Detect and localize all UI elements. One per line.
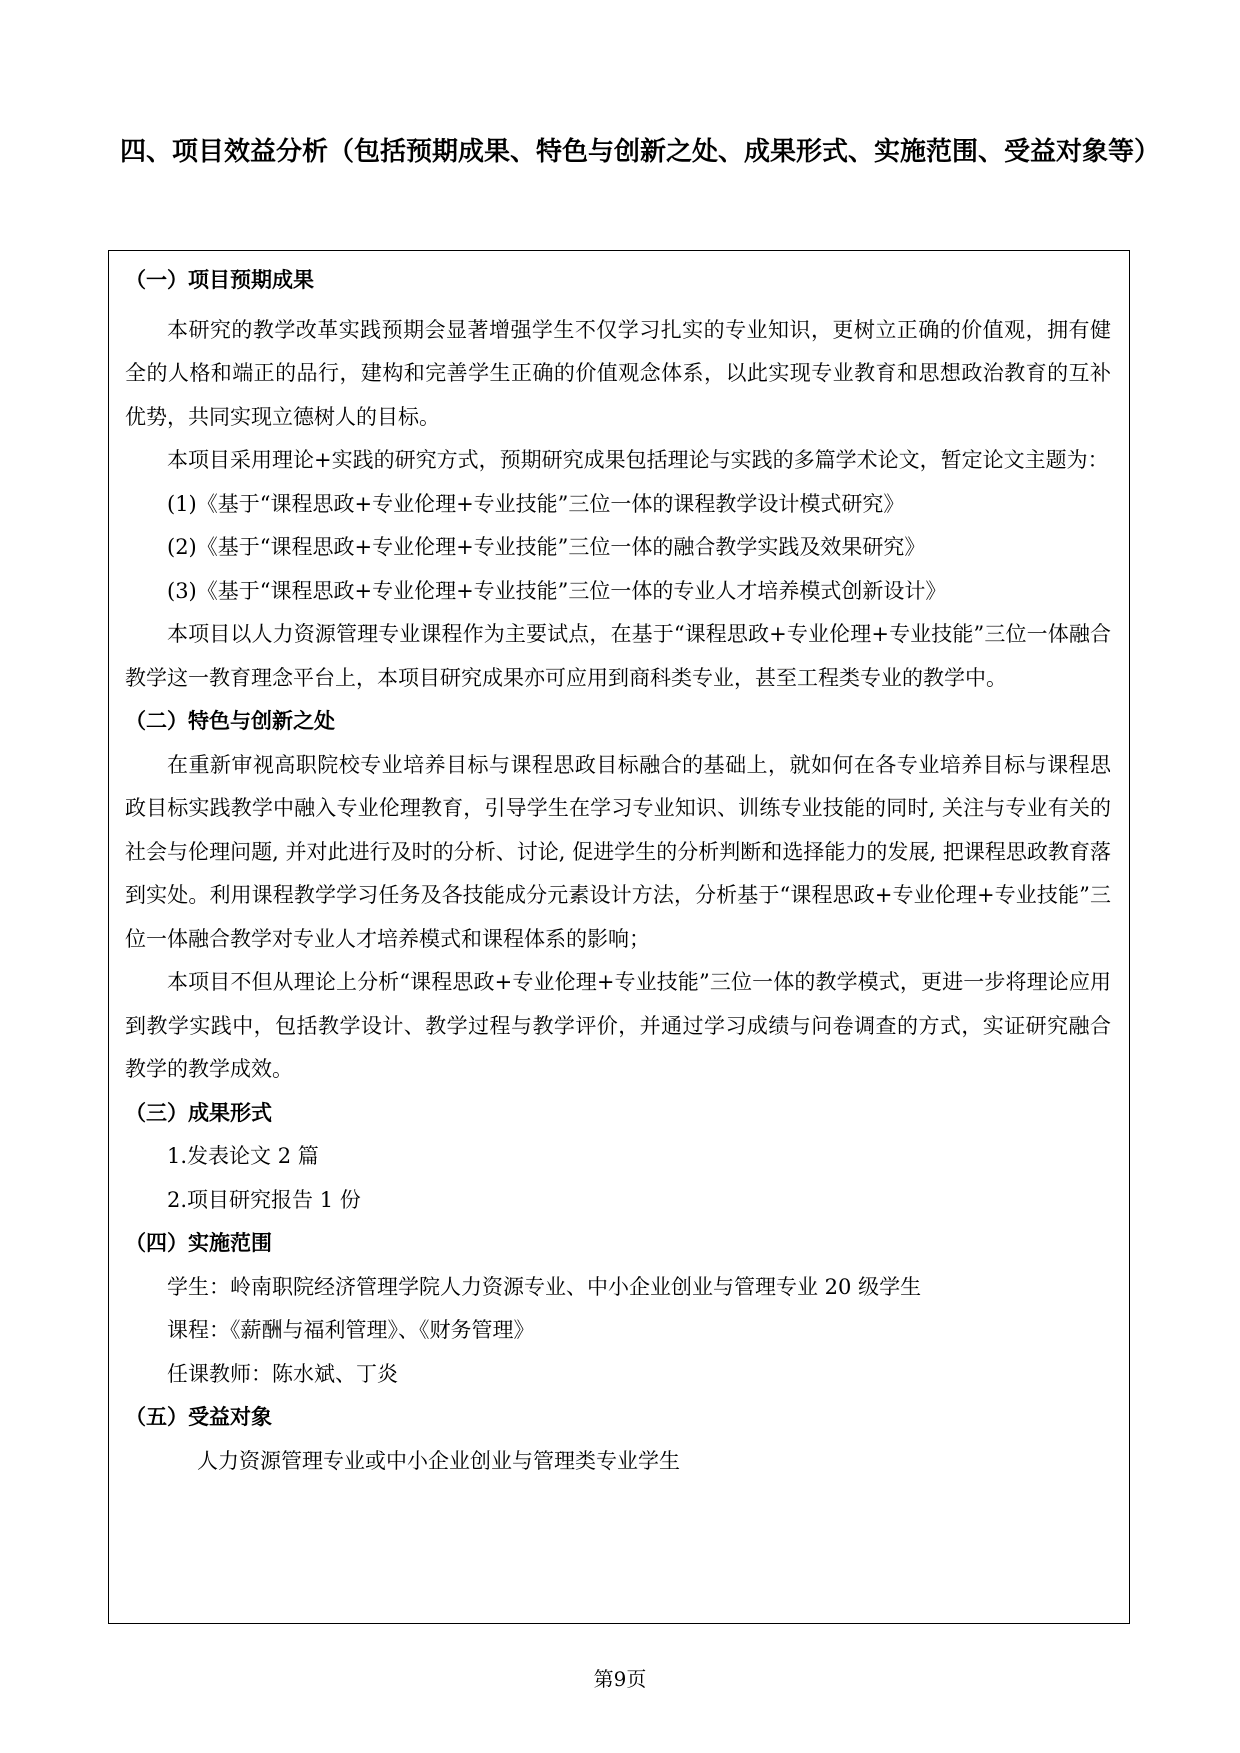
- list-item: 1.发表论文 2 篇: [167, 1144, 319, 1168]
- list-item: (2)《基于“课程思政+专业伦理+专业技能”三位一体的融合教学实践及效果研究》: [167, 535, 926, 559]
- section-heading-beneficiaries: （五）受益对象: [125, 1405, 272, 1429]
- page-number: 第9页: [593, 1667, 647, 1691]
- section-heading-expected-results: （一）项目预期成果: [125, 268, 314, 292]
- list-item: 2.项目研究报告 1 份: [167, 1187, 361, 1212]
- section-heading-scope: （四）实施范围: [125, 1231, 272, 1255]
- list-item: (3)《基于“课程思政+专业伦理+专业技能”三位一体的专业人才培养模式创新设计》: [167, 578, 947, 603]
- list-item: (1)《基于“课程思政+专业伦理+专业技能”三位一体的课程教学设计模式研究》: [167, 491, 905, 516]
- content-table-cell: [108, 250, 1130, 1624]
- paragraph: 本项目采用理论+实践的研究方式，预期研究成果包括理论与实践的多篇学术论文，暂定论文主题为：: [167, 448, 1109, 472]
- list-item: 任课教师：陈水斌、丁炎: [167, 1361, 398, 1386]
- paragraph: 本项目不但从理论上分析“课程思政+专业伦理+专业技能”三位一体的教学模式，更进一步将理论应用到教学实践中，包括教学设计、教学过程与教学评价，并通过学习成绩与问卷调查的方式，实证研究融合教学的教学成效。: [125, 970, 1111, 1081]
- list-item: 学生：岭南职院经济管理学院人力资源专业、中小企业创业与管理专业 20 级学生: [167, 1274, 922, 1299]
- paragraph: 人力资源管理专业或中小企业创业与管理类专业学生: [197, 1448, 680, 1473]
- paragraph: 本研究的教学改革实践预期会显著增强学生不仅学习扎实的专业知识，更树立正确的价值观，拥有健全的人格和端正的品行，建构和完善学生正确的价值观念体系，以此实现专业教育和思想政治教育的互补优势，共同实现立德树人的目标。: [125, 317, 1111, 429]
- paragraph: 本项目以人力资源管理专业课程作为主要试点，在基于“课程思政+专业伦理+专业技能”三位一体融合教学这一教育理念平台上，本项目研究成果亦可应用到商科类专业，甚至工程类专业的教学中。: [125, 622, 1111, 690]
- paragraph: 在重新审视高职院校专业培养目标与课程思政目标融合的基础上，就如何在各专业培养目标与课程思政目标实践教学中融入专业伦理教育，引导学生在学习专业知识、训练专业技能的同时, 关注与专业有关的社会与伦理问题, 并对此进行及时的分析、讨论, 促进学生的分析判断和选择能力的发展, 把课程思政教育落到实处。利用课程教学学习任务及各技能成分元素设计方法，分析基于“课程思政+专业伦理+专业技能”三位一体融合教学对专业人才培养模式和课程体系的影响；: [125, 752, 1111, 951]
- section-heading-result-form: （三）成果形式: [125, 1100, 272, 1125]
- page-title: 四、项目效益分析（包括预期成果、特色与创新之处、成果形式、实施范围、受益对象等）: [120, 137, 1161, 167]
- list-item: 课程：《薪酬与福利管理》、《财务管理》: [167, 1318, 535, 1342]
- section-heading-features-innovation: （二）特色与创新之处: [125, 709, 335, 733]
